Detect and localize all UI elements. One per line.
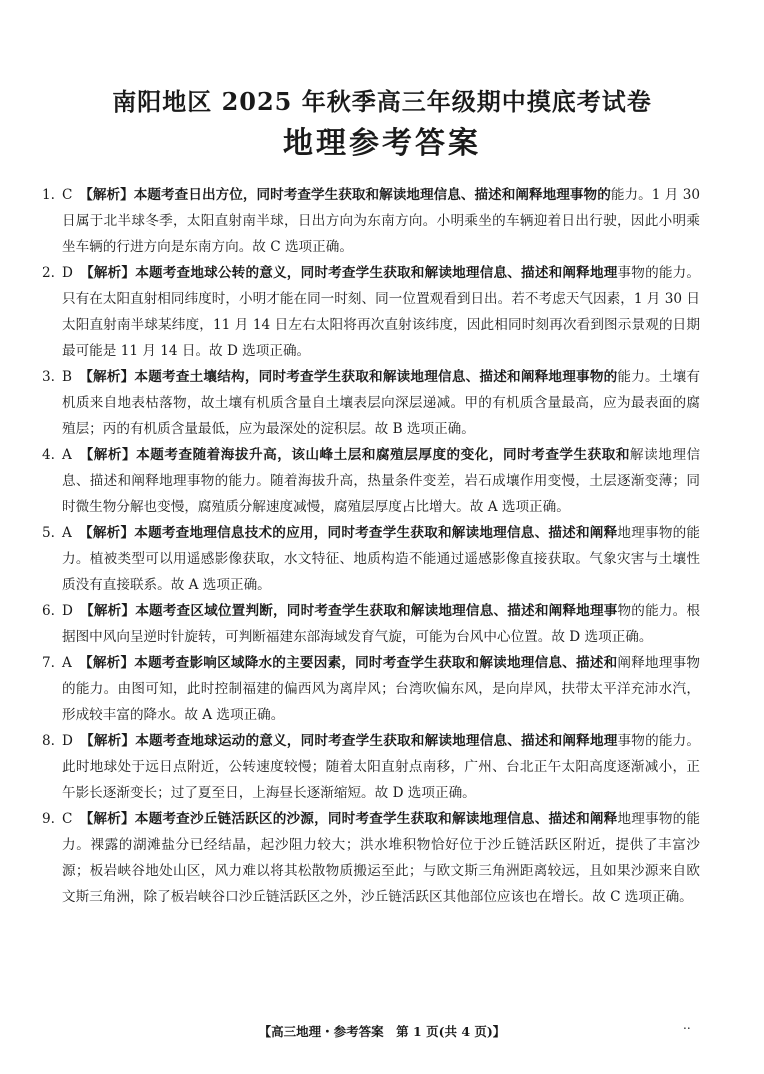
answer-lead: 本题考查日出方位，同时考查学生获取和解读地理信息、描述和阐释地理事物的	[133, 187, 611, 203]
answer-body: 事物的能力。只有在太阳直射相同纬度时，小明才能在同一时刻、同一位置观看到日出。若不考虑天气因素，1 月 30 日太阳直射南半球某纬度，11 月 14 日左右太阳将再次直射该纬度，因此相同时刻再次看到图示景观的日期最可能是 11 月 14 日。故 D 选项正确。	[62, 265, 701, 359]
page-title: 南阳地区 2025 年秋季高三年级期中摸底考试卷	[112, 87, 652, 116]
answer-item	[42, 260, 700, 364]
answer-lead: 本题考查土壤结构，同时考查学生获取和解读地理信息、描述和阐释地理事物的	[134, 369, 618, 385]
answer-body: 地理事物的能力。植被类型可以用遥感影像获取，水文特征、地质构造不能通过遥感影像直接获取。气象灾害与土壤性质没有直接联系。故 A 选项正确。	[62, 525, 701, 593]
answer-choice: A	[62, 525, 72, 541]
answer-lead: 本题考查随着海拔升高，该山峰土层和腐殖层厚度的变化，同时考查学生获取和	[136, 447, 630, 463]
answer-lead: 本题考查沙丘链活跃区的沙源，同时考查学生获取和解读地理信息、描述和阐释	[134, 811, 618, 827]
answer-number: 5.	[42, 525, 55, 541]
analysis-tag: 【解析】	[86, 603, 136, 619]
answer-number: 3.	[42, 369, 55, 385]
analysis-tag: 【解析】	[85, 525, 135, 541]
answer-choice: B	[62, 369, 72, 385]
answer-choice: A	[62, 447, 72, 463]
answer-number: 8.	[42, 733, 55, 749]
analysis-tag: 【解析】	[86, 811, 135, 827]
answer-item	[42, 728, 700, 806]
page-footer: 【高三地理・参考答案 第 1 页(共 4 页)】	[258, 1024, 506, 1039]
answer-item	[42, 650, 700, 728]
answer-number: 1.	[42, 187, 55, 203]
answer-lead: 本题考查影响区域降水的主要因素，同时考查学生获取和解读地理信息、描述和	[134, 655, 618, 671]
answer-number: 2.	[42, 265, 55, 281]
answer-body: 能力。1 月 30 日属于北半球冬季，太阳直射南半球，日出方向为东南方向。小明乘坐的车辆迎着日出行驶，因此小明乘坐车辆的行进方向是东南方向。故 C 选项正确。	[62, 187, 701, 255]
answer-lead: 本题考查区域位置判断，同时考查学生获取和解读地理信息、描述和阐释地理事	[135, 603, 618, 619]
answer-choice: A	[62, 655, 72, 671]
answer-item	[42, 182, 700, 260]
answer-lead: 本题考查地球运动的意义，同时考查学生获取和解读地理信息、描述和阐释地理	[135, 733, 618, 749]
answer-choice: D	[62, 603, 73, 619]
answer-item	[42, 442, 700, 520]
answer-number: 6.	[42, 603, 55, 619]
answer-choice: D	[62, 733, 73, 749]
answer-body: 解读地理信息、描述和阐释地理事物的能力。随着海拔升高，热量条件变差，岩石成壤作用变慢，土层逐渐变薄；同时微生物分解也变慢，腐殖质分解速度减慢，腐殖层厚度占比增大。故 A 选项正确。	[62, 447, 701, 515]
answer-choice: C	[62, 811, 73, 827]
analysis-tag: 【解析】	[86, 733, 136, 749]
answer-choice: C	[62, 187, 73, 203]
analysis-tag: 【解析】	[86, 187, 134, 203]
answer-item	[42, 520, 700, 598]
page-subtitle: 地理参考答案	[283, 126, 481, 161]
answer-body: 能力。土壤有机质来自地表枯落物，故土壤有机质含量自土壤表层向深层递减。甲的有机质含量最高，应为最表面的腐殖层；丙的有机质含量最低，应为最深处的淀积层。故 B 选项正确。	[62, 369, 701, 437]
answer-body: 物的能力。根据图中风向呈逆时针旋转，可判断福建东部海域发育气旋，可能为台风中心位置。故 D 选项正确。	[62, 603, 701, 645]
answer-lead: 本题考查地球公转的意义，同时考查学生获取和解读地理信息、描述和阐释地理	[135, 265, 618, 281]
answer-number: 7.	[42, 655, 55, 671]
answer-number: 9.	[42, 811, 55, 827]
answer-lead: 本题考查地理信息技术的应用，同时考查学生获取和解读地理信息、描述和阐释	[134, 525, 618, 541]
answer-number: 4.	[42, 447, 55, 463]
answer-item	[42, 598, 700, 650]
analysis-tag: 【解析】	[85, 655, 135, 671]
footer-dots: ..	[683, 1018, 691, 1032]
answer-list	[42, 182, 700, 910]
answer-item	[42, 806, 700, 910]
answer-body: 阐释地理事物的能力。由图可知，此时控制福建的偏西风为离岸风；台湾吹偏东风，是向岸风，扶带太平洋充沛水汽，形成较丰富的降水。故 A 选项正确。	[62, 655, 701, 723]
answer-choice: D	[62, 265, 73, 281]
analysis-tag: 【解析】	[86, 265, 136, 281]
answer-item	[42, 364, 700, 442]
analysis-tag: 【解析】	[86, 447, 137, 463]
analysis-tag: 【解析】	[86, 369, 135, 385]
answer-body: 事物的能力。此时地球处于远日点附近，公转速度较慢；随着太阳直射点南移，广州、台北正午太阳高度逐渐减小，正午影长逐渐变长；过了夏至日，上海昼长逐渐缩短。故 D 选项正确。	[62, 733, 701, 801]
answer-body: 地理事物的能力。裸露的湖滩盐分已经结晶，起沙阻力较大；洪水堆积物恰好位于沙丘链活跃区附近，提供了丰富沙源；板岩峡谷地处山区，风力难以将其松散物质搬运至此；与欧文斯三角洲距离较远，且如果沙源来自欧文斯三角洲，除了板岩峡谷口沙丘链活跃区之外，沙丘链活跃区其他部位应该也在增长。故 C 选项正确。	[62, 811, 701, 905]
